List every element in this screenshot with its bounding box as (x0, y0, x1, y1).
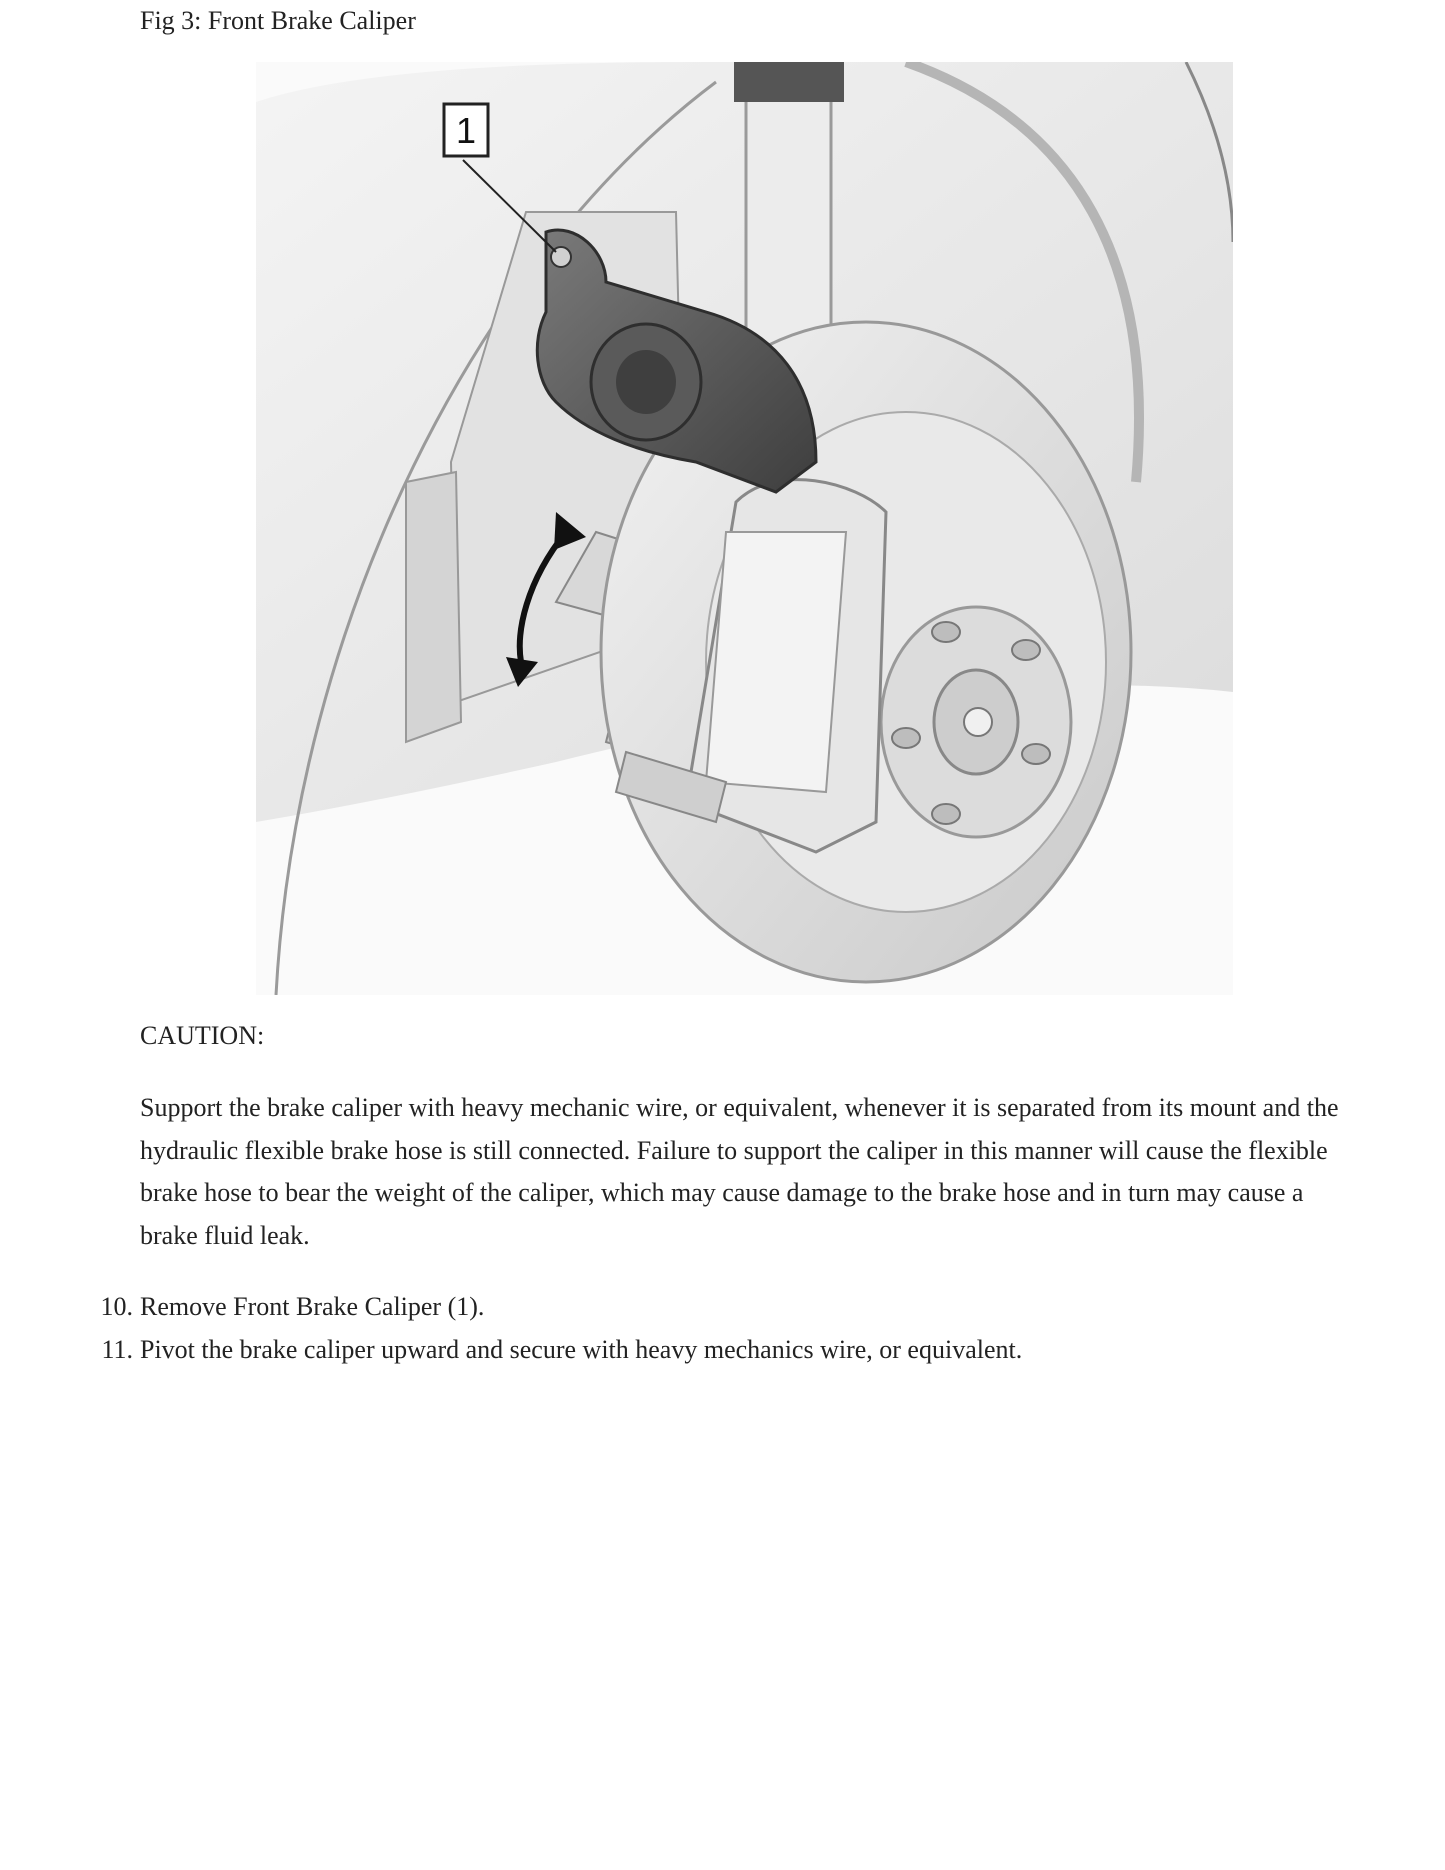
step-number: 10. (100, 1292, 133, 1321)
procedure-steps (0, 1285, 1445, 1371)
caution-heading: CAUTION: (140, 1021, 265, 1050)
caution-text: Support the brake caliper with heavy mechanic wire, or equivalent, whenever it is separated from its mount and the hydraulic flexible brake hose is still connected. Failure to support the caliper in this manner will cause the flexible brake hose to bear the weight of the caliper, which may cause damage to the brake hose and in turn may cause a brake fluid leak. (140, 1093, 1339, 1250)
step-text: Pivot the brake caliper upward and secure with heavy mechanics wire, or equivalent. (140, 1335, 1023, 1364)
callout-label: 1 (455, 110, 477, 151)
front-brake-caliper-figure (256, 62, 1233, 995)
list-item (0, 1285, 1445, 1328)
step-number: 11. (101, 1335, 133, 1364)
figure-caption: Fig 3: Front Brake Caliper (140, 6, 416, 35)
list-item (0, 1328, 1445, 1371)
step-text: Remove Front Brake Caliper (1). (140, 1292, 485, 1321)
front-brake-caliper-illustration (256, 62, 1233, 995)
